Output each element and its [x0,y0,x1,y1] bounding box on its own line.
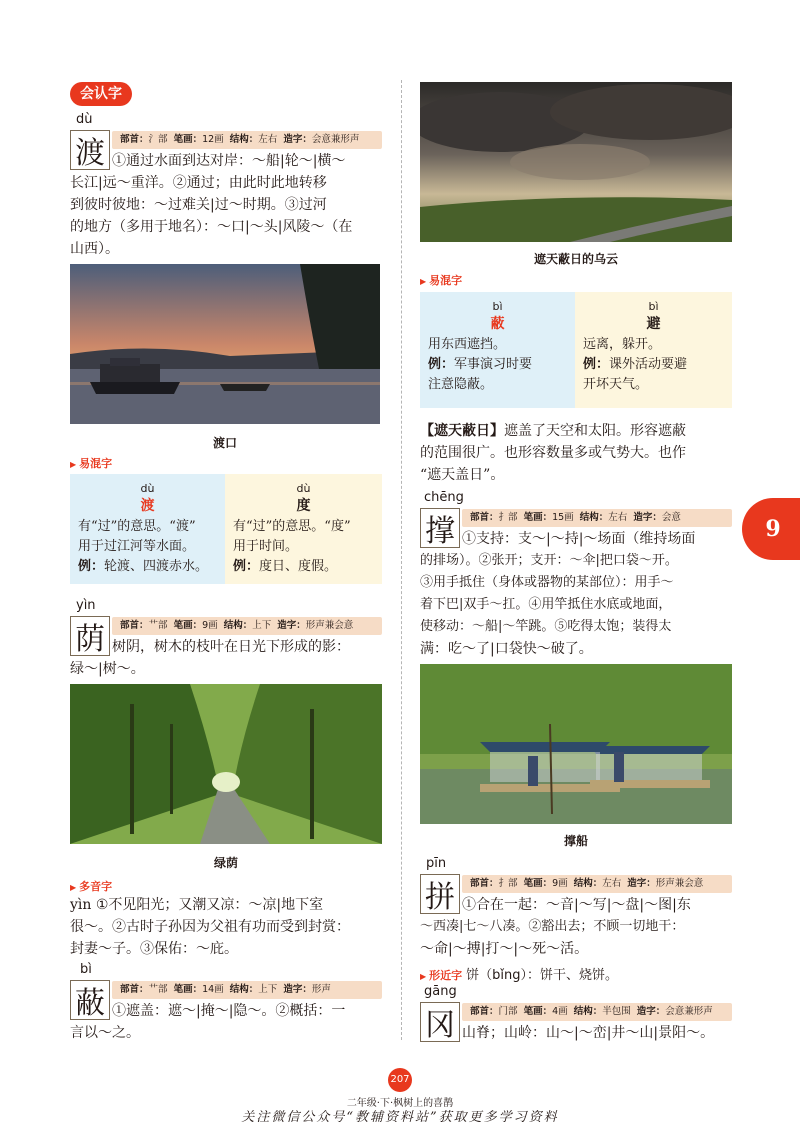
page-number: 207 [388,1068,412,1092]
column-divider [401,80,402,1040]
entry-meta: 部首：氵部 笔画：12画 结构：左右 造字：会意兼形声 [112,131,382,149]
idiom-line: “遮天盖日”。 [420,467,505,483]
definition-line: 着下巴|双手～扛。④用竿抵住水底或地面， [420,597,672,612]
photo-green-shade [70,684,382,844]
similar-tag: ▶ 形近字 饼（bǐng）：饼干、烧饼。 [420,968,619,983]
entry-pinyin: pīn [426,856,447,871]
entry-character: 荫 [70,616,110,656]
entry-meta: 部首：扌部 笔画：9画 结构：左右 造字：形声兼会意 [462,875,732,893]
entry-meta: 部首：艹部 笔画：9画 结构：上下 造字：形声兼会意 [112,617,382,635]
entry-character: 渡 [70,130,110,170]
compare-left: dù 渡 有“过”的意思。“渡” 用于过江河等水面。 例：轮渡、四渡赤水。 [70,474,225,584]
definition-line: 到彼时彼地：～过难关|过～时期。③过河 [70,197,327,213]
polyphone-line: yìn ①不见阳光；又潮又凉：～凉|地下室 [70,897,324,913]
entry-character: 撑 [420,508,460,548]
polyphone-tag: ▶ 多音字 [70,880,113,893]
definition-line: 的地方（多用于地名）：～口|～头|风陵～（在 [70,219,353,235]
definition-line: ①遮盖：遮～|掩～|隐～。②概括：一 [112,1003,346,1019]
photo-ferry [70,264,380,424]
definition-line: 山脊；山岭：山～|～峦|井～山|景阳～。 [462,1025,715,1041]
entry-meta: 部首：艹部 笔画：14画 结构：上下 造字：形声 [112,981,382,999]
unit-side-tab: 9 [742,498,800,560]
photo-punting [420,664,732,824]
entry-meta: 部首：扌部 笔画：15画 结构：左右 造字：会意 [462,509,732,527]
definition-line: 树阴，树木的枝叶在日光下形成的影： [112,639,350,655]
compare-right: bì 避 远离，躲开。 例：课外活动要避 开坏天气。 [575,292,732,408]
caption-punting: 撑船 [563,834,588,848]
definition-line: 使移动：～船|～竿跳。⑤吃得太饱；装得太 [420,619,672,634]
photo-dark-clouds [420,82,732,242]
compare-du [70,474,382,584]
entry-pinyin: bì [80,962,92,977]
entry-pinyin: chēng [424,490,464,505]
footer-watermark: 关注微信公众号“教辅资料站”获取更多学习资料 [241,1110,559,1125]
idiom-line: 【遮天蔽日】遮盖了天空和太阳。形容遮蔽 [420,423,686,439]
entry-pinyin: yìn [76,598,96,613]
footer-book-info: 二年级·下·枫树上的喜鹊 [346,1098,454,1109]
entry-character: 蔽 [70,980,110,1020]
entry-pinyin: dù [76,112,93,127]
definition-line: 满：吃～了|口袋快～破了。 [420,641,593,657]
compare-bi [420,292,732,408]
compare-left: bì 蔽 用东西遮挡。 例：军事演习时要 注意隐蔽。 [420,292,575,408]
definition-line: ①合在一起：～音|～写|～盘|～图|东 [462,897,691,913]
definition-line: ～西凑|七～八凑。②豁出去；不顾一切地干： [420,919,685,934]
polyphone-line: 封妻～子。③保佑：～庇。 [70,941,238,957]
entry-meta: 部首：门部 笔画：4画 结构：半包围 造字：会意兼形声 [462,1003,732,1021]
definition-line: ③用手抵住（身体或器物的某部位）：用手～ [420,575,674,590]
definition-line: 长江|远～重洋。②通过；由此时此地转移 [70,175,327,191]
definition-line: ①通过水面到达对岸：～船|轮～|横～ [112,153,346,169]
entry-pinyin: gāng [424,984,457,999]
confusable-tag: ▶ 易混字 [420,274,463,287]
similar-text: 饼（bǐng）：饼干、烧饼。 [466,968,619,983]
compare-right: dù 度 有“过”的意思。“度” 用于时间。 例：度日、度假。 [225,474,382,584]
definition-line: 山西）。 [70,241,119,257]
definition-line: 绿～|树～。 [70,661,145,677]
definition-line: 言以～之。 [70,1025,140,1041]
polyphone-line: 很～。②古时子孙因为父祖有功而受到封赏： [70,919,350,935]
definition-line: ～命|～搏|打～|～死～活。 [420,941,589,957]
entry-character: 拼 [420,874,460,914]
caption-ferry: 渡口 [212,436,237,450]
idiom-line: 的范围很广。也形容数量多或气势大。也作 [420,445,686,461]
confusable-tag: ▶ 易混字 [70,457,113,470]
entry-character: 冈 [420,1002,460,1042]
section-label: 会认字 [70,82,132,106]
definition-line: ①支持：支～|～持|～场面（维持场面 [462,531,696,547]
caption-green-shade: 绿荫 [213,856,238,870]
caption-dark-clouds: 遮天蔽日的乌云 [533,252,618,266]
definition-line: 的排场）。②张开；支开：～伞|把口袋～开。 [420,553,678,568]
